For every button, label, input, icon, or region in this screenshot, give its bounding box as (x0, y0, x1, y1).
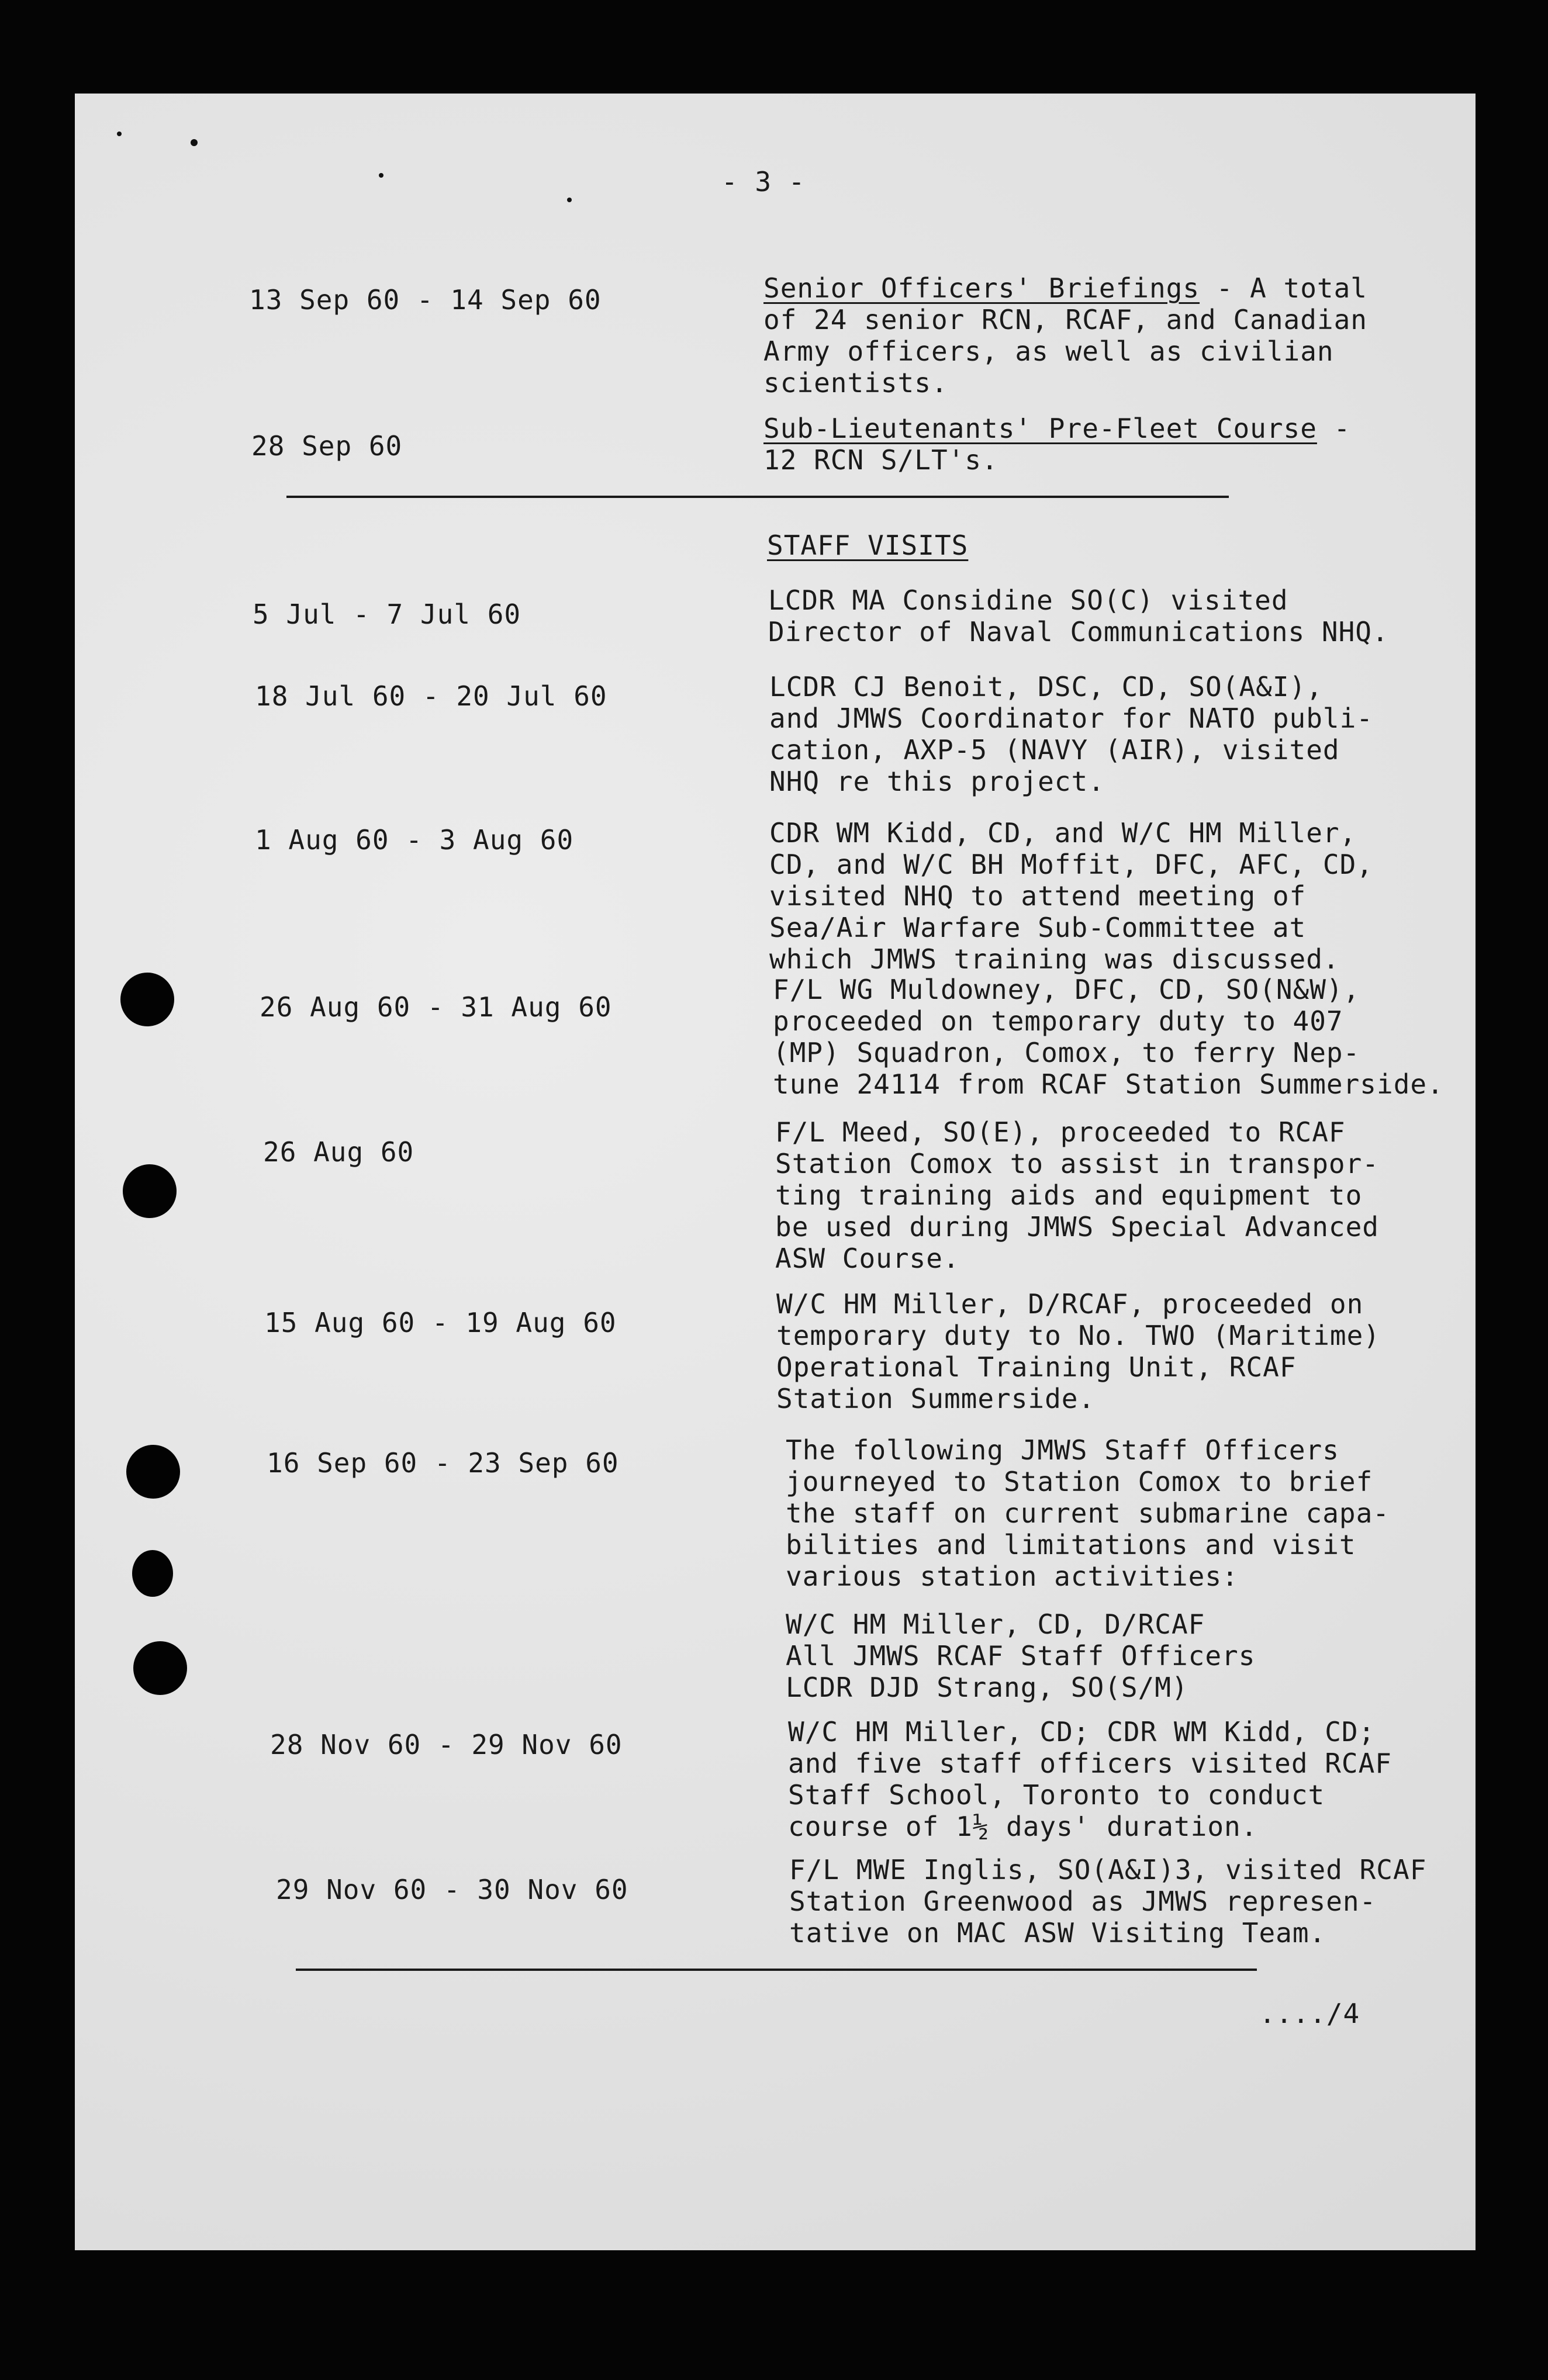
visit-text-line: (MP) Squadron, Comox, to ferry Nep- (773, 1037, 1360, 1068)
binder-hole (123, 1164, 177, 1218)
visit-text-line: Operational Training Unit, RCAF (776, 1351, 1297, 1383)
visit-text-line: temporary duty to No. TWO (Maritime) (776, 1320, 1380, 1351)
binder-hole (126, 1445, 180, 1499)
visit-text-line: ASW Course. (775, 1243, 960, 1274)
visit-text-line: W/C HM Miller, CD, D/RCAF (786, 1608, 1205, 1640)
visit-entry (773, 974, 1444, 1100)
visit-text-line: the staff on current submarine capa- (786, 1497, 1390, 1529)
visit-text-line: CDR WM Kidd, CD, and W/C HM Miller, (769, 817, 1357, 849)
visit-entry (768, 584, 1389, 648)
dust-speck (379, 173, 383, 178)
visit-text-line: All JMWS RCAF Staff Officers (786, 1640, 1256, 1672)
visit-date: 15 Aug 60 - 19 Aug 60 (264, 1307, 617, 1338)
visit-text-line: LCDR MA Considine SO(C) visited (768, 584, 1288, 616)
visit-date: 29 Nov 60 - 30 Nov 60 (276, 1874, 628, 1905)
visit-entry (789, 1854, 1426, 1949)
course-date: 28 Sep 60 (251, 430, 403, 462)
visit-text-line: Station Comox to assist in transpor- (775, 1148, 1379, 1179)
visit-text-line: W/C HM Miller, CD; CDR WM Kidd, CD; (788, 1716, 1376, 1748)
visit-entry (775, 1116, 1379, 1274)
visit-text-line: Sea/Air Warfare Sub-Committee at (769, 912, 1307, 943)
visit-text-line: journeyed to Station Comox to brief (786, 1466, 1373, 1497)
visit-text-line: and JMWS Coordinator for NATO publi- (769, 703, 1373, 734)
visit-text-line: bilities and limitations and visit (786, 1529, 1356, 1561)
dust-speck (117, 132, 122, 136)
visit-text-line: NHQ re this project. (769, 766, 1105, 797)
visit-date: 26 Aug 60 (263, 1136, 414, 1168)
visit-text-line: F/L MWE Inglis, SO(A&I)3, visited RCAF (789, 1854, 1427, 1886)
visit-text-line: Staff School, Toronto to conduct (788, 1779, 1325, 1811)
visit-text-line: LCDR DJD Strang, SO(S/M) (786, 1672, 1188, 1703)
visit-date: 26 Aug 60 - 31 Aug 60 (260, 991, 612, 1023)
visit-entry (769, 671, 1373, 797)
visit-text-line: LCDR CJ Benoit, DSC, CD, SO(A&I), (769, 671, 1323, 703)
visit-date: 16 Sep 60 - 23 Sep 60 (267, 1447, 619, 1479)
visit-text-line: tune 24114 from RCAF Station Summerside. (773, 1068, 1444, 1100)
section-divider (296, 1969, 1257, 1971)
binder-hole (132, 1550, 173, 1597)
visit-text-line: ting training aids and equipment to (775, 1179, 1363, 1211)
visit-text-line: Director of Naval Communications NHQ. (768, 616, 1389, 648)
course-text-line: of 24 senior RCN, RCAF, and Canadian (763, 304, 1367, 335)
visit-text-line: proceeded on temporary duty to 407 (773, 1005, 1343, 1037)
staff-visits-heading: STAFF VISITS (767, 530, 969, 561)
continuation-marker: ..../4 (1259, 1998, 1360, 2029)
visit-text-line: W/C HM Miller, D/RCAF, proceeded on (776, 1288, 1364, 1320)
visit-text-line: Station Greenwood as JMWS represen- (789, 1886, 1377, 1917)
dust-speck (567, 198, 572, 202)
visit-date: 1 Aug 60 - 3 Aug 60 (255, 824, 574, 856)
visit-entry (788, 1716, 1392, 1842)
visit-text-line: The following JMWS Staff Officers (786, 1434, 1339, 1466)
course-text-line: Army officers, as well as civilian (763, 335, 1334, 367)
binder-hole (120, 973, 174, 1026)
course-text-line: 12 RCN S/LT's. (763, 444, 998, 476)
visit-entry (786, 1434, 1390, 1592)
dust-speck (191, 139, 198, 146)
course-entry (763, 272, 1367, 399)
visit-entry (769, 817, 1373, 975)
section-divider (286, 496, 1229, 498)
course-heading: Senior Officers' Briefings (763, 272, 1200, 304)
binder-hole (133, 1641, 187, 1695)
visit-date: 28 Nov 60 - 29 Nov 60 (270, 1729, 623, 1760)
visit-text-line: and five staff officers visited RCAF (788, 1748, 1392, 1779)
course-date: 13 Sep 60 - 14 Sep 60 (249, 284, 602, 316)
course-heading: Sub-Lieutenants' Pre-Fleet Course (763, 413, 1317, 444)
course-text-line: - (1317, 413, 1351, 444)
visit-date: 5 Jul - 7 Jul 60 (253, 599, 521, 630)
visit-entry (786, 1608, 1255, 1703)
visit-text-line: which JMWS training was discussed. (769, 943, 1340, 975)
course-text-line: scientists. (763, 367, 948, 399)
course-entry (763, 413, 1350, 476)
visit-text-line: course of 1½ days' duration. (788, 1811, 1258, 1842)
visit-text-line: various station activities: (786, 1561, 1239, 1592)
visit-text-line: be used during JMWS Special Advanced (775, 1211, 1379, 1243)
visit-text-line: F/L WG Muldowney, DFC, CD, SO(N&W), (773, 974, 1360, 1005)
visit-entry (776, 1288, 1380, 1414)
course-text-line: - A total (1200, 272, 1368, 304)
visit-text-line: visited NHQ to attend meeting of (769, 880, 1307, 912)
visit-text-line: F/L Meed, SO(E), proceeded to RCAF (775, 1116, 1346, 1148)
visit-text-line: Station Summerside. (776, 1383, 1096, 1414)
page-number: - 3 - (721, 166, 806, 198)
visit-text-line: tative on MAC ASW Visiting Team. (789, 1917, 1326, 1949)
visit-date: 18 Jul 60 - 20 Jul 60 (255, 680, 607, 712)
visit-text-line: cation, AXP-5 (NAVY (AIR), visited (769, 734, 1340, 766)
visit-text-line: CD, and W/C BH Moffit, DFC, AFC, CD, (769, 849, 1373, 880)
